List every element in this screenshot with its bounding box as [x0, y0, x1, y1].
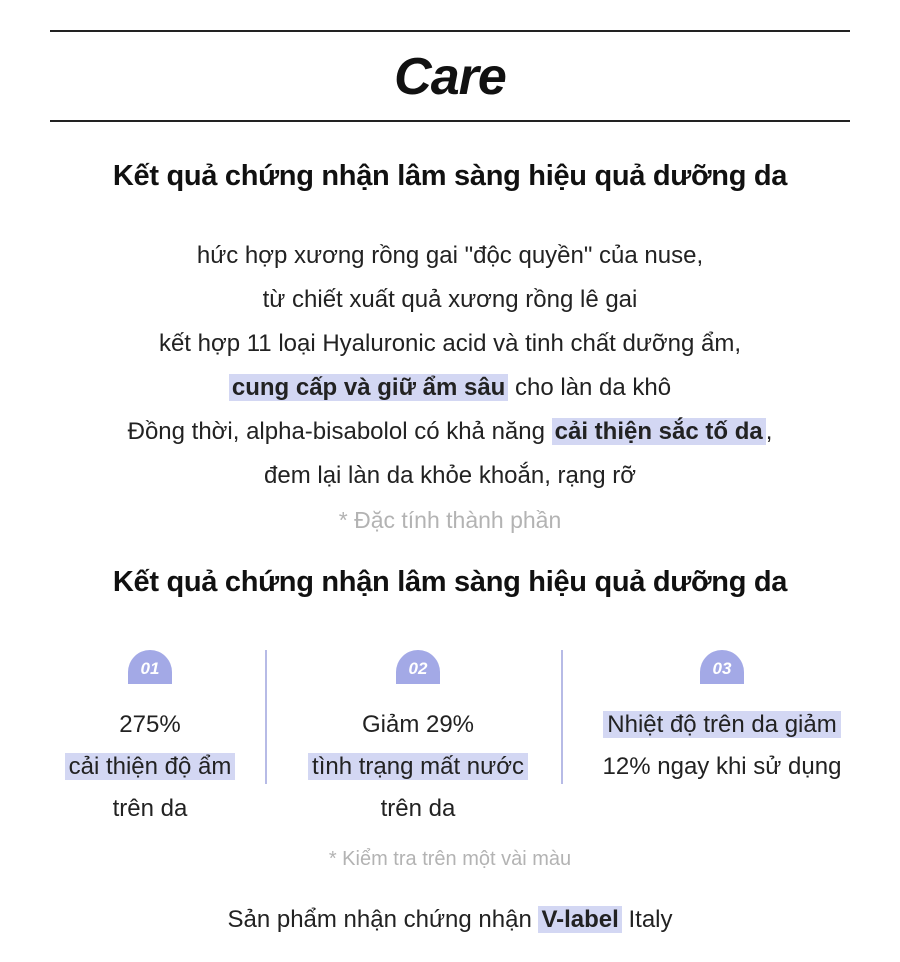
- description-line: [0, 366, 900, 410]
- test-footnote: * Kiểm tra trên một vài màu: [328, 848, 572, 870]
- stat-card-moisture: [15, 650, 285, 830]
- description-line: [0, 410, 900, 454]
- number-badge: 03: [700, 650, 744, 684]
- number-badge: 02: [396, 650, 440, 684]
- stat-text: trên da: [380, 795, 456, 822]
- certification-text: Sản phẩm nhận chứng nhận: [227, 906, 539, 933]
- column-divider: [561, 650, 563, 784]
- number-badge: 01: [128, 650, 172, 684]
- stat-text: 12% ngay khi sử dụng: [602, 753, 842, 780]
- ingredient-description: [0, 234, 900, 498]
- description-line: đem lại làn da khỏe khoắn, rạng rỡ: [264, 462, 636, 489]
- stat-value: Giảm 29%: [361, 711, 475, 738]
- highlight-deep-moisture: cung cấp và giữ ẩm sâu: [229, 374, 508, 401]
- v-label-highlight: V-label: [538, 906, 621, 933]
- section-heading-ingredients: Kết quả chứng nhận lâm sàng hiệu quả dưỡng da: [112, 160, 788, 192]
- certification-statement: [0, 900, 900, 940]
- stat-line: [283, 746, 553, 788]
- stat-highlight: tình trạng mất nước: [308, 753, 528, 780]
- title-divider-line: [50, 120, 850, 122]
- description-text: ,: [765, 418, 773, 445]
- ingredient-footnote: * Đặc tính thành phần: [338, 507, 562, 533]
- section-heading-clinical-results: Kết quả chứng nhận lâm sàng hiệu quả dưỡng da: [112, 566, 788, 598]
- description-line: hức hợp xương rồng gai "độc quyền" của nuse,: [196, 242, 704, 269]
- description-line: từ chiết xuất quả xương rồng lê gai: [262, 286, 638, 313]
- stat-highlight: Nhiệt độ trên da giảm: [603, 711, 840, 738]
- highlight-pigment-improvement: cải thiện sắc tố da: [552, 418, 766, 445]
- stat-highlight: cải thiện độ ẩm: [65, 753, 236, 780]
- stat-text: trên da: [112, 795, 188, 822]
- description-text: cho làn da khô: [508, 374, 672, 401]
- column-divider: [265, 650, 267, 784]
- stat-line: [15, 746, 285, 788]
- description-text: Đồng thời, alpha-bisabolol có khả năng: [127, 418, 552, 445]
- top-divider-line: [50, 30, 850, 32]
- stat-value: 275%: [119, 711, 181, 738]
- stat-card-dehydration: [283, 650, 553, 830]
- page-title: Care: [394, 48, 506, 106]
- stat-card-temperature: [587, 650, 857, 788]
- certification-text: Italy: [621, 906, 673, 933]
- stat-line: [587, 704, 857, 746]
- description-line: kết hợp 11 loại Hyaluronic acid và tinh chất dưỡng ẩm,: [158, 330, 742, 357]
